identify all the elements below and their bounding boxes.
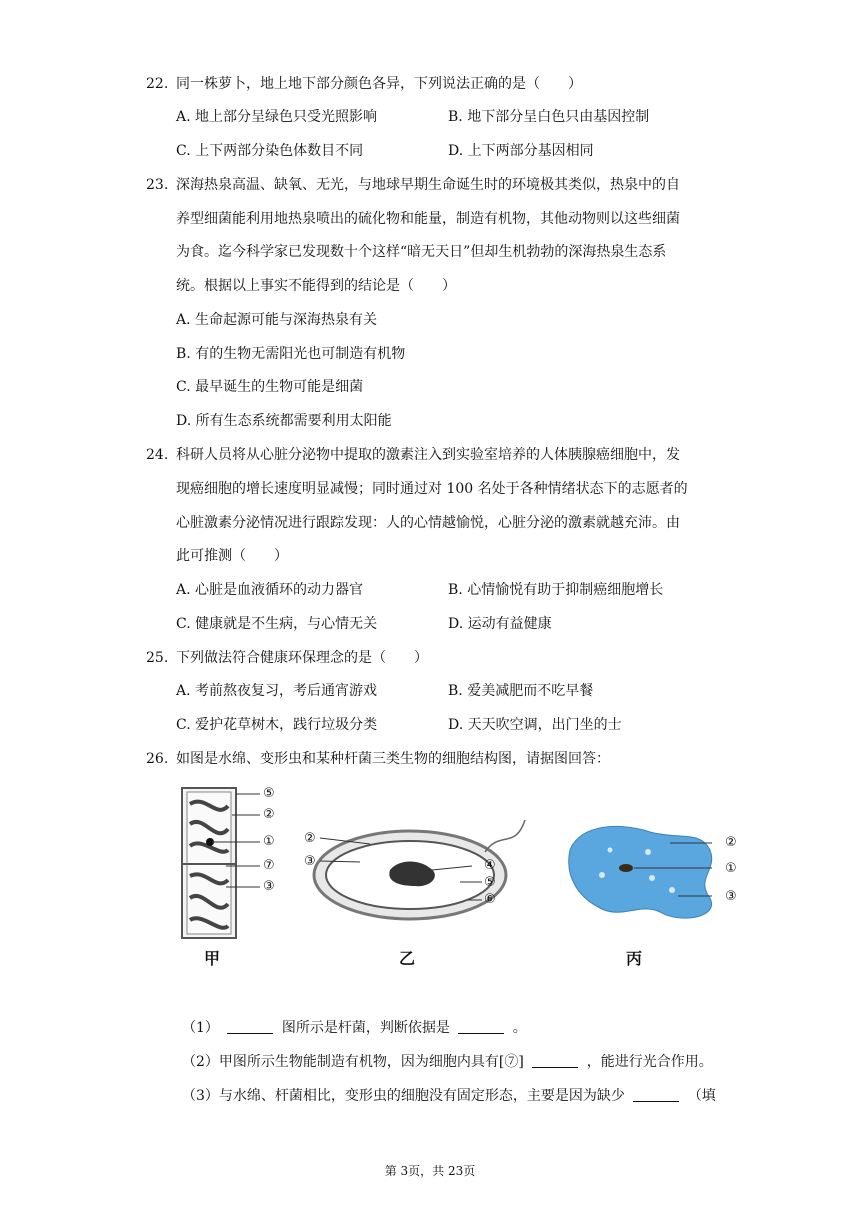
sub-question-text: （3）与水绵、杆菌相比，变形虫的细胞没有固定形态，主要是因为缺少 <box>182 1088 625 1104</box>
marker-label: ③ <box>263 879 275 894</box>
question-stem-line: 养型细菌能利用地热泉喷出的硫化物和能量，制造有机物，其他动物则以这些细菌 <box>176 211 680 227</box>
sub-question-2 <box>182 1052 713 1072</box>
option-c: C. 健康就是不生病，与心情无关 <box>176 616 378 632</box>
figure-label-yi: 乙 <box>399 949 416 968</box>
marker-label: ⑤ <box>484 875 496 890</box>
sub-question-text: ，能进行光合作用。 <box>586 1054 713 1070</box>
figure-label-bing: 丙 <box>626 949 643 968</box>
option-d: D. 上下两部分基因相同 <box>448 143 594 159</box>
option-d: D. 运动有益健康 <box>448 616 552 632</box>
option-b: B. 地下部分呈白色只由基因控制 <box>448 109 650 125</box>
question-number: 22. <box>146 76 169 92</box>
marker-label: ③ <box>304 854 316 869</box>
sub-question-text: （2）甲图所示生物能制造有机物，因为细胞内具有[⑦] <box>182 1054 524 1070</box>
question-stem-line: 科研人员将从心脏分泌物中提取的激素注入到实验室培养的人体胰腺癌细胞中，发 <box>176 447 680 463</box>
sub-question-1 <box>182 1018 527 1038</box>
option-c: C. 上下两部分染色体数目不同 <box>176 143 364 159</box>
page-footer: 第 3页，共 23页 <box>384 1164 476 1178</box>
question-stem-line: 现癌细胞的增长速度明显减慢；同时通过对 100 名处于各种情绪状态下的志愿者的 <box>176 481 688 497</box>
marker-label: ② <box>304 831 316 846</box>
option-a: A. 心脏是血液循环的动力器官 <box>176 582 364 598</box>
question-stem-line: 为食。迄今科学家已发现数十个这样“暗无天日”但却生机勃勃的深海热泉生态系 <box>176 244 667 260</box>
marker-label: ④ <box>484 858 496 873</box>
sub-question-number: （1） <box>182 1020 219 1036</box>
option-c: C. 爱护花草树木，践行垃圾分类 <box>176 717 378 733</box>
sub-question-text: 。 <box>512 1020 527 1036</box>
sub-question-3 <box>182 1086 716 1106</box>
figure-amoeba <box>560 820 740 930</box>
option-d: D. 所有生态系统都需要利用太阳能 <box>176 413 392 429</box>
option-b: B. 爱美减肥而不吃早餐 <box>448 683 594 699</box>
answer-blank[interactable] <box>227 1019 273 1034</box>
option-b: B. 心情愉悦有助于抑制癌细胞增长 <box>448 582 664 598</box>
answer-blank[interactable] <box>458 1019 504 1034</box>
marker-label: ② <box>263 807 275 822</box>
marker-label: ③ <box>725 889 737 904</box>
marker-label: ② <box>725 835 737 850</box>
question-stem: 下列做法符合健康环保理念的是（ ） <box>176 650 428 666</box>
question-stem-line: 统。根据以上事实不能得到的结论是（ ） <box>176 278 456 294</box>
question-stem-line: 心脏激素分泌情况进行跟踪发现：人的心情越愉悦，心脏分泌的激素就越充沛。由 <box>176 515 680 531</box>
question-stem-line: 此可推测（ ） <box>176 548 288 564</box>
answer-blank[interactable] <box>532 1053 578 1068</box>
option-d: D. 天天吹空调，出门坐的士 <box>448 717 622 733</box>
option-a: A. 地上部分呈绿色只受光照影响 <box>176 109 378 125</box>
question-stem: 如图是水绵、变形虫和某种杆菌三类生物的细胞结构图，请据图回答： <box>176 751 610 767</box>
question-number: 24. <box>146 447 169 463</box>
option-c: C. 最早诞生的生物可能是细菌 <box>176 379 364 395</box>
question-number: 26. <box>146 751 169 767</box>
sub-question-text: 图所示是杆菌，判断依据是 <box>281 1020 450 1036</box>
marker-label: ⑥ <box>484 892 496 907</box>
marker-label: ⑦ <box>263 858 275 873</box>
marker-label: ① <box>263 834 275 849</box>
option-b: B. 有的生物无需阳光也可制造有机物 <box>176 346 406 362</box>
question-number: 25. <box>146 650 169 666</box>
option-a: A. 生命起源可能与深海热泉有关 <box>176 312 378 328</box>
question-number: 23. <box>146 177 169 193</box>
figure-label-jia: 甲 <box>204 949 221 968</box>
marker-label: ① <box>725 861 737 876</box>
question-stem-line: 深海热泉高温、缺氧、无光，与地球早期生命诞生时的环境极其类似，热泉中的自 <box>176 177 680 193</box>
sub-question-text: （填 <box>687 1088 716 1104</box>
option-a: A. 考前熬夜复习，考后通宵游戏 <box>176 683 378 699</box>
marker-label: ⑤ <box>263 786 275 801</box>
question-stem: 同一株萝卜，地上地下部分颜色各异，下列说法正确的是（ ） <box>176 76 582 92</box>
answer-blank[interactable] <box>633 1087 679 1102</box>
